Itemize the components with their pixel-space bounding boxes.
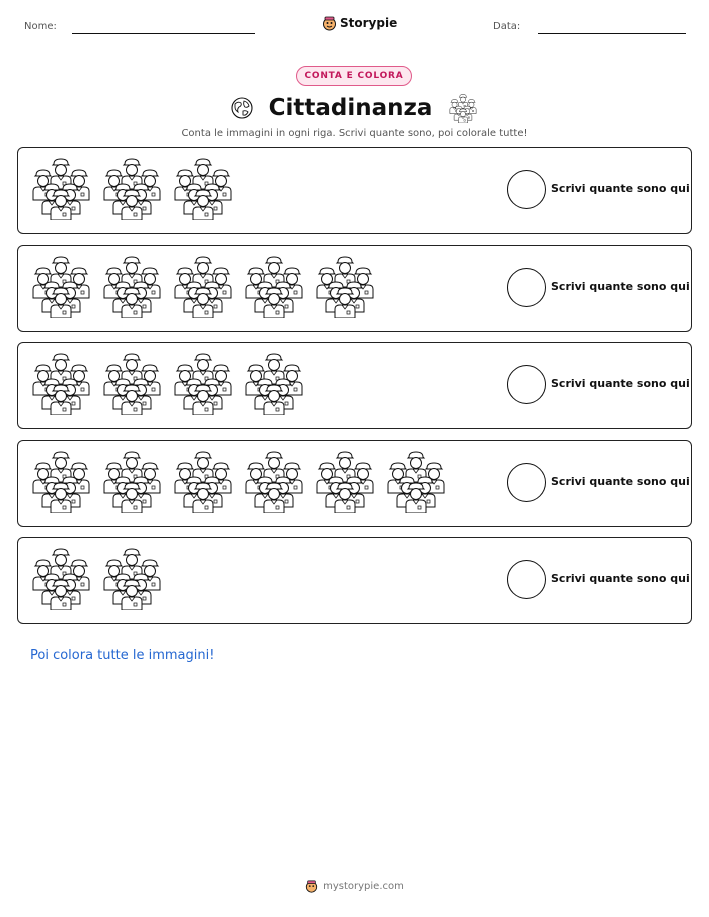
citizens-group-icon[interactable] xyxy=(30,156,92,220)
citizens-group-icon[interactable] xyxy=(101,156,163,220)
answer-circle[interactable] xyxy=(507,268,546,307)
name-label: Nome: xyxy=(24,21,57,32)
title-row xyxy=(0,92,709,124)
instructions-text: Conta le immagini in ogni riga. Scrivi quante sono, poi colorale tutte! xyxy=(181,128,528,139)
citizens-group-icon[interactable] xyxy=(30,351,92,415)
row-images xyxy=(30,546,163,610)
date-input-line[interactable] xyxy=(538,33,686,34)
answer-label: Scrivi quante sono qui xyxy=(551,377,690,390)
citizens-group-icon[interactable] xyxy=(30,254,92,318)
counting-row xyxy=(17,440,692,527)
globe-icon xyxy=(229,95,255,121)
citizens-group-icon[interactable] xyxy=(172,351,234,415)
row-images xyxy=(30,254,376,318)
footer-site: mystorypie.com xyxy=(323,881,404,892)
citizens-group-icon[interactable] xyxy=(243,351,305,415)
row-images xyxy=(30,156,234,220)
page-title: Cittadinanza xyxy=(268,95,433,121)
brand-name: Storypie xyxy=(340,16,398,30)
answer-circle[interactable] xyxy=(507,170,546,209)
citizens-group-icon[interactable] xyxy=(30,546,92,610)
brand-logo xyxy=(322,14,397,32)
counting-row xyxy=(17,537,692,624)
answer-circle[interactable] xyxy=(507,560,546,599)
answer-circle[interactable] xyxy=(507,365,546,404)
row-images xyxy=(30,449,447,513)
answer-label: Scrivi quante sono qui xyxy=(551,182,690,195)
row-images xyxy=(30,351,305,415)
citizens-group-icon[interactable] xyxy=(243,254,305,318)
citizens-group-icon[interactable] xyxy=(172,449,234,513)
people-group-icon xyxy=(446,93,480,123)
storypie-mascot-icon xyxy=(322,16,337,31)
coloring-note: Poi colora tutte le immagini! xyxy=(30,648,215,663)
citizens-group-icon[interactable] xyxy=(30,449,92,513)
footer-brand xyxy=(0,880,709,893)
date-label: Data: xyxy=(493,21,521,32)
answer-label: Scrivi quante sono qui xyxy=(551,572,690,585)
citizens-group-icon[interactable] xyxy=(172,254,234,318)
activity-badge: CONTA E COLORA xyxy=(296,66,412,86)
citizens-group-icon[interactable] xyxy=(172,156,234,220)
counting-row xyxy=(17,342,692,429)
citizens-group-icon[interactable] xyxy=(385,449,447,513)
citizens-group-icon[interactable] xyxy=(101,449,163,513)
counting-row xyxy=(17,245,692,332)
worksheet-header xyxy=(0,14,709,44)
citizens-group-icon[interactable] xyxy=(243,449,305,513)
storypie-mascot-icon xyxy=(305,880,318,893)
counting-row xyxy=(17,147,692,234)
citizens-group-icon[interactable] xyxy=(101,546,163,610)
citizens-group-icon[interactable] xyxy=(101,351,163,415)
citizens-group-icon[interactable] xyxy=(101,254,163,318)
name-input-line[interactable] xyxy=(72,33,255,34)
answer-label: Scrivi quante sono qui xyxy=(551,279,690,293)
citizens-group-icon[interactable] xyxy=(314,254,376,318)
answer-label: Scrivi quante sono qui xyxy=(551,474,690,488)
citizens-group-icon[interactable] xyxy=(314,449,376,513)
answer-circle[interactable] xyxy=(507,463,546,502)
